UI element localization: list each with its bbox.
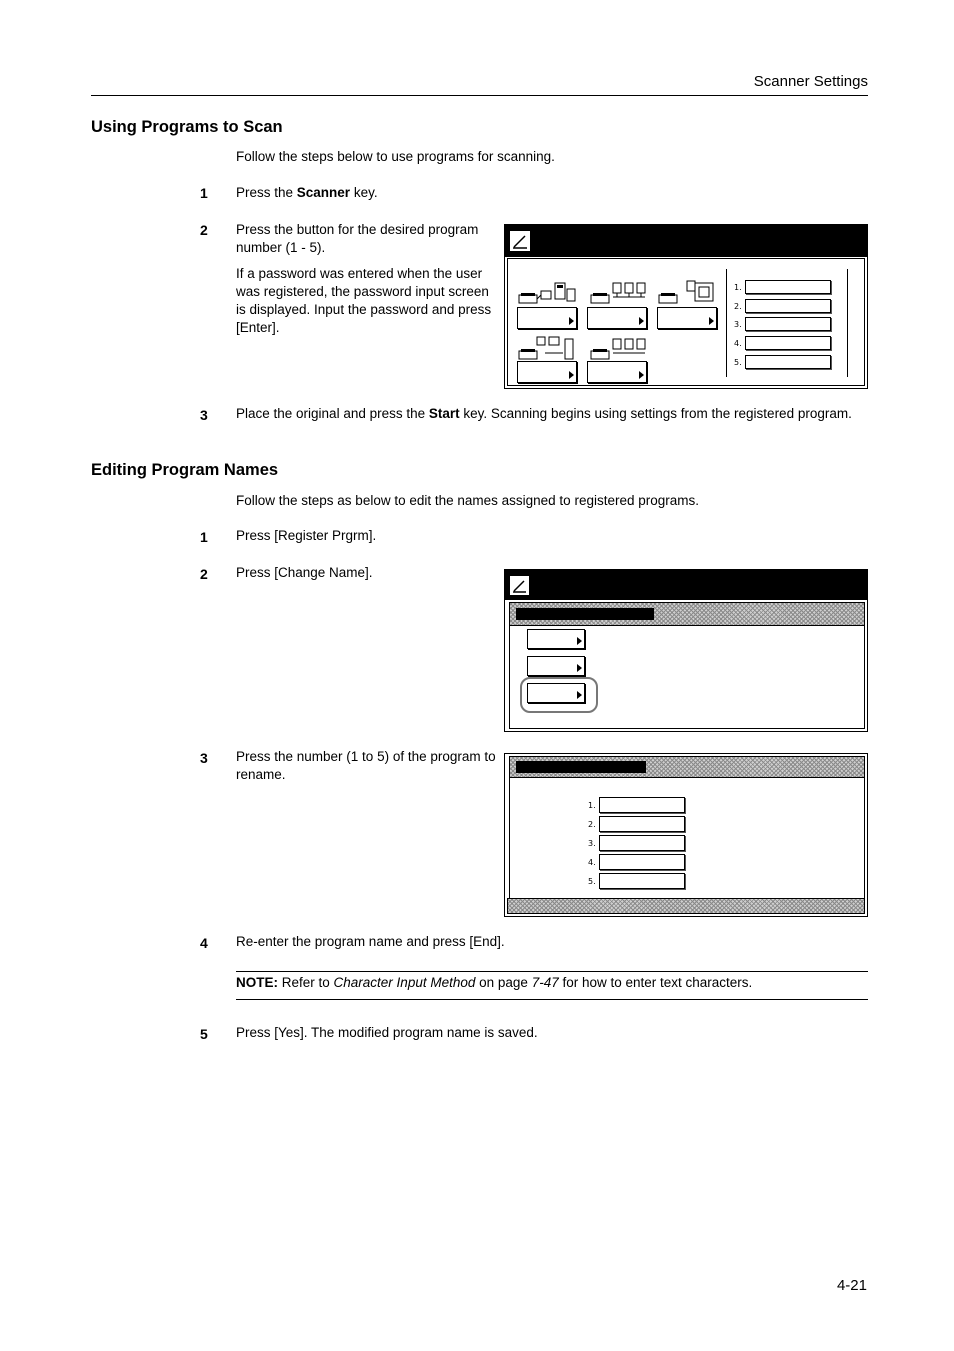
program-button-3[interactable]: [599, 835, 685, 851]
screen-titlebar: [505, 570, 867, 600]
step-text: Press the Scanner key.: [236, 185, 378, 200]
step-text: Press [Change Name].: [236, 565, 373, 580]
program-button-1[interactable]: [745, 280, 831, 294]
step-text: Press [Register Prgrm].: [236, 528, 377, 543]
step-number: 1: [200, 529, 208, 545]
header-label-block: [516, 608, 654, 620]
program-button-5[interactable]: [745, 355, 831, 369]
step-subtext: If a password was entered when the user was registered, the password input screen is displayed. Input the password and press [Enter].: [236, 266, 492, 335]
program-number-label: 3.: [588, 839, 596, 848]
step-text: Re-enter the program name and press [End].: [236, 934, 505, 949]
step-number: 4: [200, 935, 208, 951]
function-button[interactable]: [587, 361, 647, 383]
step-number: 3: [200, 750, 208, 766]
program-number-label: 4.: [734, 339, 742, 348]
page-number: 4-21: [836, 1277, 867, 1294]
program-button-5[interactable]: [599, 873, 685, 889]
program-number-label: 3.: [734, 320, 742, 329]
step-text: Press the button for the desired program number (1 - 5).: [236, 222, 479, 255]
step-text: Press [Yes]. The modified program name is saved.: [236, 1025, 538, 1040]
delete-button[interactable]: [527, 656, 585, 676]
step-number: 5: [200, 1026, 208, 1042]
step-number: 2: [200, 222, 208, 238]
register-program-screen: [504, 569, 868, 732]
function-button[interactable]: [517, 307, 577, 329]
header-rule: [91, 95, 868, 96]
program-button-3[interactable]: [745, 317, 831, 331]
section-title-using-programs: Using Programs to Scan: [91, 118, 283, 136]
program-screen: [504, 224, 868, 389]
program-button-2[interactable]: [745, 299, 831, 313]
step-number: 1: [200, 185, 208, 201]
pen-icon: [509, 230, 531, 252]
program-number-label: 2.: [588, 820, 596, 829]
program-button-4[interactable]: [599, 854, 685, 870]
program-number-label: 4.: [588, 858, 596, 867]
screen-titlebar: [505, 225, 867, 257]
step-number: 3: [200, 407, 208, 423]
program-number-label: 1.: [588, 801, 596, 810]
program-number-label: 5.: [734, 358, 742, 367]
section-intro: Follow the steps below to use programs for scanning.: [236, 149, 555, 164]
header-label-block: [516, 761, 646, 773]
note-text: NOTE: Refer to Character Input Method on page 7-47 for how to enter text characters.: [236, 975, 753, 990]
change-name-screen: [504, 753, 868, 917]
function-button[interactable]: [587, 307, 647, 329]
running-header: Scanner Settings: [753, 73, 868, 90]
function-button[interactable]: [517, 361, 577, 383]
program-number-label: 2.: [734, 302, 742, 311]
program-button-2[interactable]: [599, 816, 685, 832]
step-text: Place the original and press the Start key. Scanning begins using settings from the registered program.: [236, 406, 852, 421]
highlight-ring: [520, 677, 598, 713]
step-number: 2: [200, 566, 208, 582]
program-button-4[interactable]: [745, 336, 831, 350]
pen-icon: [509, 575, 530, 596]
note-rule-bottom: [236, 999, 868, 1000]
program-button-1[interactable]: [599, 797, 685, 813]
function-button[interactable]: [657, 307, 717, 329]
screen-footer-bar: [507, 898, 865, 914]
step-text: Press the number (1 to 5) of the program to rename.: [236, 749, 496, 782]
note-rule-top: [236, 971, 868, 972]
screen-header-bar: [509, 602, 865, 626]
program-number-label: 1.: [734, 283, 742, 292]
screen-body: [509, 778, 865, 898]
section-intro: Follow the steps as below to edit the names assigned to registered programs.: [236, 493, 699, 508]
screen-header-bar: [509, 756, 865, 778]
register-button[interactable]: [527, 629, 585, 649]
program-number-label: 5.: [588, 877, 596, 886]
section-title-editing-names: Editing Program Names: [91, 461, 279, 479]
